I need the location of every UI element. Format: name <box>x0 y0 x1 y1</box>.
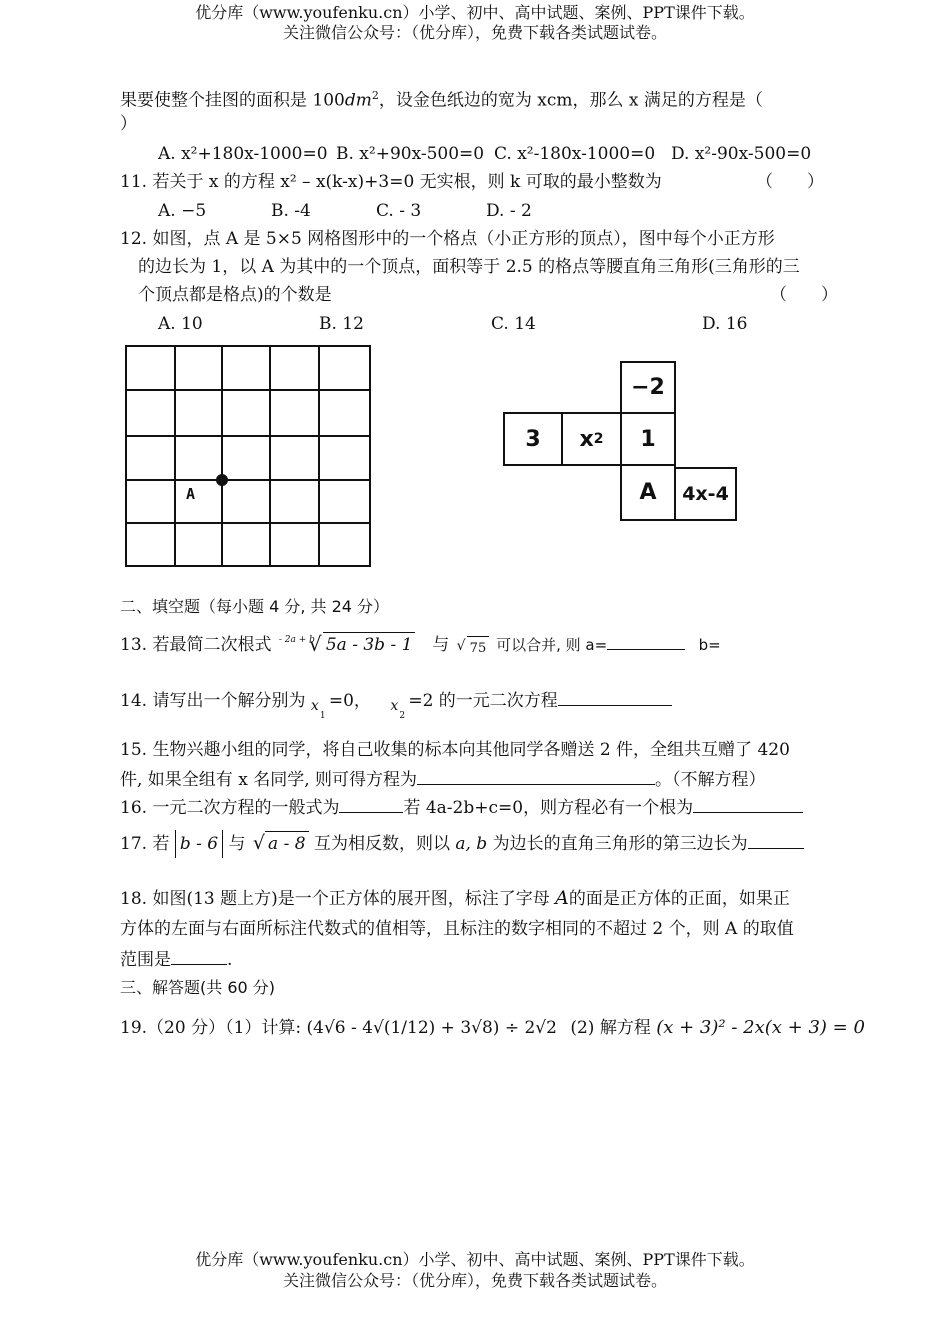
q19-line <box>120 1016 865 1040</box>
q11-paren: （ ） <box>756 172 824 192</box>
q17-abs: b - 6 <box>175 830 223 858</box>
q14-line <box>120 682 672 721</box>
q12-line3: 个顶点都是格点)的个数是 <box>138 285 332 305</box>
q17-vars: a, b <box>455 834 488 854</box>
q14-eq1: =0， <box>328 691 371 711</box>
q11-option-a: A. −5 <box>158 201 207 221</box>
q10-text-b: ，设金色纸边的宽为 xcm，那么 x 满足的方程是（ <box>378 90 763 111</box>
header-banner-line1: 优分库（www.youfenku.cn）小学、初中、高中试题、案例、PPT课件下载。 <box>195 3 755 22</box>
q18-line3 <box>120 946 232 972</box>
q12-option-d: D. 16 <box>702 314 748 334</box>
q12-line2: 的边长为 1，以 A 为其中的一个顶点，面积等于 2.5 的格点等腰直角三角形(三角形的三 <box>138 257 800 277</box>
q11-option-b: B. -4 <box>271 201 311 221</box>
q17-radicand: a - 8 <box>265 831 309 856</box>
q17-text-b: 与 <box>228 834 246 854</box>
q19-text-b: (2) 解方程 <box>570 1018 651 1038</box>
q18-line2: 方体的左面与右面所标注代数式的值相等，且标注的数字相同的不超过 2 个，则 A 的取值 <box>120 919 794 939</box>
q10-text: 果要使整个挂图的面积是 $100dm^2$，设金色纸边的宽为 xcm，那么 x 满足的方程是（ <box>120 89 763 111</box>
q10-option-b: B. x²+90x-500=0 <box>336 144 485 164</box>
q14-eq2: =2 的一元二次方程 <box>408 691 558 711</box>
q12-option-b: B. 12 <box>319 314 364 334</box>
q13-sqrt75: √ 75 <box>455 626 491 650</box>
q15-blank <box>417 766 655 785</box>
q12-option-a: A. 10 <box>158 314 203 334</box>
q13-radicand: 5a - 3b - 1 <box>323 632 416 657</box>
grid-figure <box>125 345 372 567</box>
q14-sub2: 2 <box>399 711 406 721</box>
q17-text-d: 为边长的直角三角形的第三边长为 <box>492 834 748 854</box>
q16-text-b: 若 4a-2b+c=0，则方程必有一个根为 <box>403 798 694 818</box>
net-bottom: A <box>620 464 676 521</box>
q18-line1 <box>120 886 790 911</box>
q11-text: 11. 若关于 x 的方程 x² – x(k-x)+3=0 无实根，则 k 可取的最小整数为 <box>120 172 662 192</box>
net-right: 4x-4 <box>674 467 737 521</box>
q13-line <box>120 626 721 657</box>
header-banner-line2: 关注微信公众号：（优分库），免费下载各类试题试卷。 <box>282 23 667 42</box>
q13-blank-a <box>607 631 685 650</box>
q19-expr1: (4√6 - 4√(1/12) + 3√8) ÷ 2√2 <box>306 1018 557 1038</box>
q16-blank-1 <box>339 794 403 813</box>
net-left: 3 <box>503 412 563 466</box>
q19-expr2: (x + 3)² - 2x(x + 3) = 0 <box>656 1017 865 1038</box>
q14-x2: x <box>390 698 399 714</box>
footer-banner-line2: 关注微信公众号：（优分库），免费下载各类试题试卷。 <box>282 1271 667 1290</box>
q17-blank <box>748 830 804 849</box>
q18-line1-a: 18. 如图(13 题上方)是一个正方体的展开图，标注了字母 <box>120 889 550 909</box>
grid-point-label: A <box>186 485 196 503</box>
q16-text-a: 16. 一元二次方程的一般式为 <box>120 798 340 818</box>
q11-option-c: C. - 3 <box>376 201 422 221</box>
section3-title: 三、解答题(共 60 分) <box>120 978 276 997</box>
q18-blank <box>171 946 227 965</box>
q12-line1: 12. 如图，点 A 是 5×5 网格图形中的一个格点（小正方形的顶点），图中每个小正方形 <box>120 229 775 249</box>
q12-option-c: C. 14 <box>491 314 536 334</box>
q14-x1: x <box>310 698 319 714</box>
q13-text-c: 可以合并, 则 a= <box>496 636 608 654</box>
q10-option-a: A. x²+180x-1000=0 <box>158 144 328 164</box>
q15-line2-b: 。（不解方程） <box>655 770 766 790</box>
q18-line3-end: . <box>227 950 233 970</box>
q14-blank <box>558 687 672 706</box>
q13-radicand2: 75 <box>467 636 490 661</box>
q10-option-d: D. x²-90x-500=0 <box>671 144 812 164</box>
q10-option-c: C. x²-180x-1000=0 <box>494 144 656 164</box>
q14-sub1: 1 <box>319 711 326 721</box>
q19-text-a: 19.（20 分）（1）计算: <box>120 1018 302 1038</box>
q12-paren: （ ） <box>770 285 838 305</box>
q18-letter: A <box>555 887 569 909</box>
q14-text-a: 14. 请写出一个解分别为 <box>120 691 306 711</box>
section2-title: 二、填空题（每小题 4 分, 共 24 分） <box>120 597 390 616</box>
net-center: 1 <box>620 412 676 466</box>
cube-net <box>503 361 739 523</box>
q18-line1-b: 的面是正方体的正面，如果正 <box>568 889 790 909</box>
q11-option-d: D. - 2 <box>486 201 532 221</box>
grid-svg <box>125 345 372 567</box>
q15-line2 <box>120 766 766 792</box>
q10-close: ） <box>120 114 137 134</box>
q13-text-b: 与 <box>432 635 450 655</box>
net-mid: x 2 <box>561 412 622 466</box>
q13-text-a: 13. 若最简二次根式 <box>120 635 272 655</box>
q15-line1: 15. 生物兴趣小组的同学，将自己收集的标本向其他同学各赠送 2 件，全组共互赠了 420 <box>120 740 790 760</box>
q13-index: - 2a + b <box>278 635 315 645</box>
q13-text-d: b= <box>698 636 721 654</box>
q10-text-a: 果要使整个挂图的面积是 100 <box>120 90 345 111</box>
q16-line <box>120 794 803 820</box>
q17-text-c: 互为相反数，则以 <box>313 834 450 854</box>
q17-line: 17. 若 b - 6 与 √ a - 8 互为相反数，则以 a, b 为边长的直角三角形的第三边长为 <box>120 826 804 858</box>
q16-blank-2 <box>693 794 803 813</box>
q13-radical: - 2a + b √ 5a - 3b - 1 <box>277 626 427 650</box>
q15-line2-a: 件, 如果全组有 x 名同学, 则可得方程为 <box>120 770 418 790</box>
q17-text-a: 17. 若 <box>120 834 170 854</box>
grid-point-a <box>216 474 228 486</box>
q10-unit: dm <box>344 90 372 111</box>
footer-banner-line1: 优分库（www.youfenku.cn）小学、初中、高中试题、案例、PPT课件下载。 <box>195 1250 755 1269</box>
q18-line3-text: 范围是 <box>120 950 171 970</box>
net-top: −2 <box>620 361 676 414</box>
